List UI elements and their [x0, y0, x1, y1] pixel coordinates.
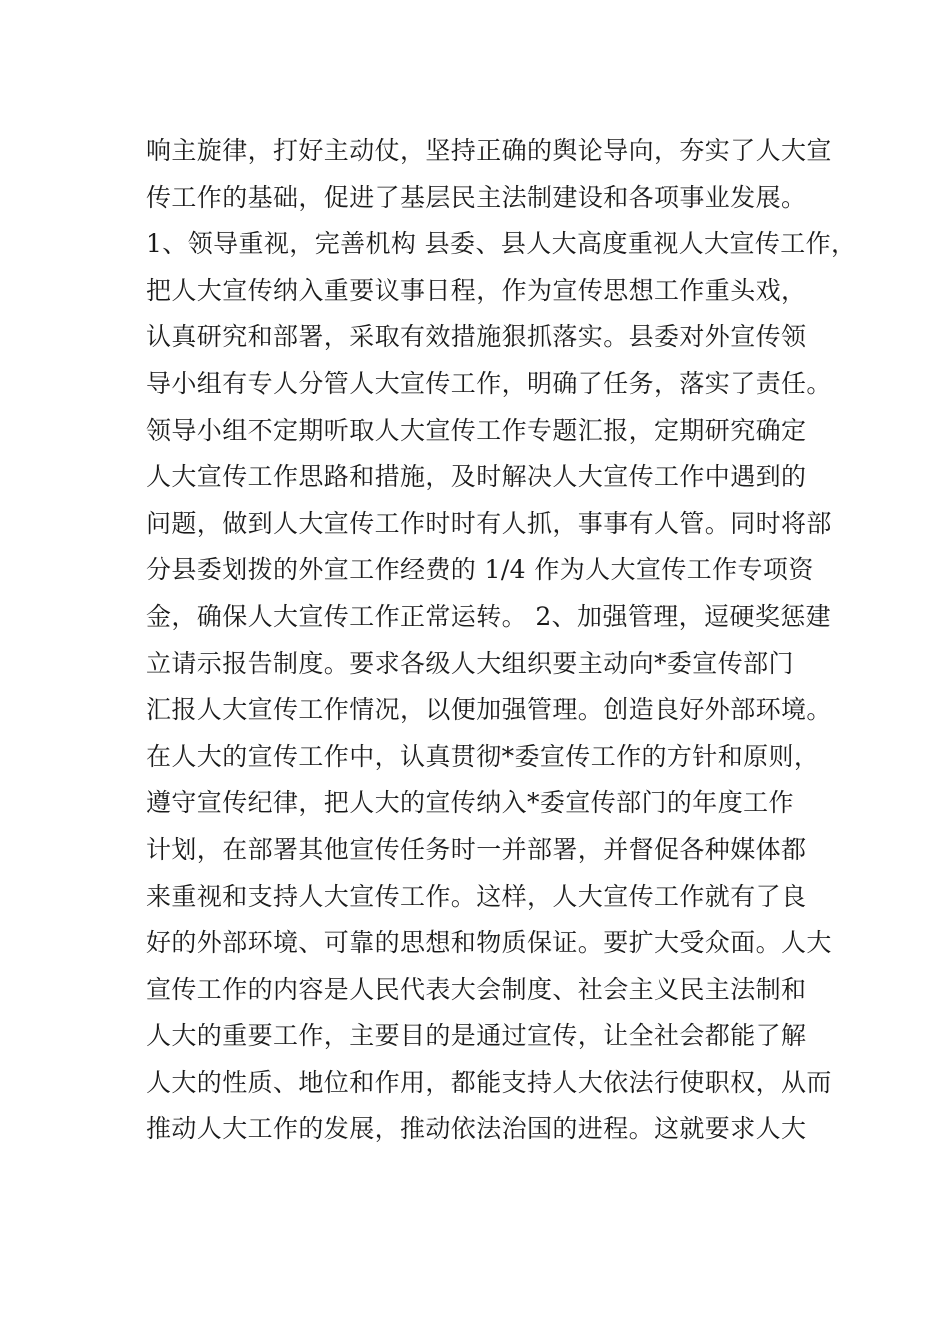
text-line: 领导小组不定期听取人大宣传工作专题汇报，定期研究确定 — [146, 415, 807, 445]
text-line: 导小组有专人分管人大宣传工作，明确了任务，落实了责任。 — [146, 368, 832, 398]
text-line: 在人大的宣传工作中，认真贯彻*委宣传工作的方针和原则， — [146, 741, 820, 771]
text-line: 响主旋律，打好主动仗，坚持正确的舆论导向，夯实了人大宣 — [146, 136, 832, 165]
body-text — [146, 128, 857, 1153]
text-line: 人大宣传工作思路和措施，及时解决人大宣传工作中遇到的 — [146, 462, 807, 492]
text-line: 把人大宣传纳入重要议事日程，作为宣传思想工作重头戏， — [146, 275, 807, 305]
text-line: 1、领导重视，完善机构 县委、县人大高度重视人大宣传工作， — [146, 229, 857, 259]
text-line: 计划，在部署其他宣传任务时一并部署，并督促各种媒体都 — [146, 834, 807, 864]
text-line: 好的外部环境、可靠的思想和物质保证。要扩大受众面。人大 — [146, 928, 832, 958]
text-line: 分县委划拨的外宣工作经费的 1/4 作为人大宣传工作专项资 — [146, 555, 814, 585]
text-line: 认真研究和部署，采取有效措施狠抓落实。县委对外宣传领 — [146, 322, 807, 352]
text-line: 立请示报告制度。要求各级人大组织要主动向*委宣传部门 — [146, 648, 794, 678]
text-line: 人大的重要工作，主要目的是通过宣传，让全社会都能了解 — [146, 1021, 807, 1051]
text-line: 问题，做到人大宣传工作时时有人抓，事事有人管。同时将部 — [146, 508, 832, 538]
text-line: 来重视和支持人大宣传工作。这样，人大宣传工作就有了良 — [146, 881, 807, 911]
text-line: 遵守宣传纪律，把人大的宣传纳入*委宣传部门的年度工作 — [146, 788, 794, 818]
text-line: 金，确保人大宣传工作正常运转。 2、加强管理，逗硬奖惩建 — [146, 601, 832, 631]
text-line: 宣传工作的内容是人民代表大会制度、社会主义民主法制和 — [146, 974, 807, 1004]
text-line: 汇报人大宣传工作情况，以便加强管理。创造良好外部环境。 — [146, 695, 832, 725]
text-line: 人大的性质、地位和作用，都能支持人大依法行使职权，从而 — [146, 1067, 832, 1097]
text-line: 推动人大工作的发展，推动依法治国的进程。这就要求人大 — [146, 1114, 807, 1144]
text-line: 传工作的基础，促进了基层民主法制建设和各项事业发展。 — [146, 182, 807, 212]
